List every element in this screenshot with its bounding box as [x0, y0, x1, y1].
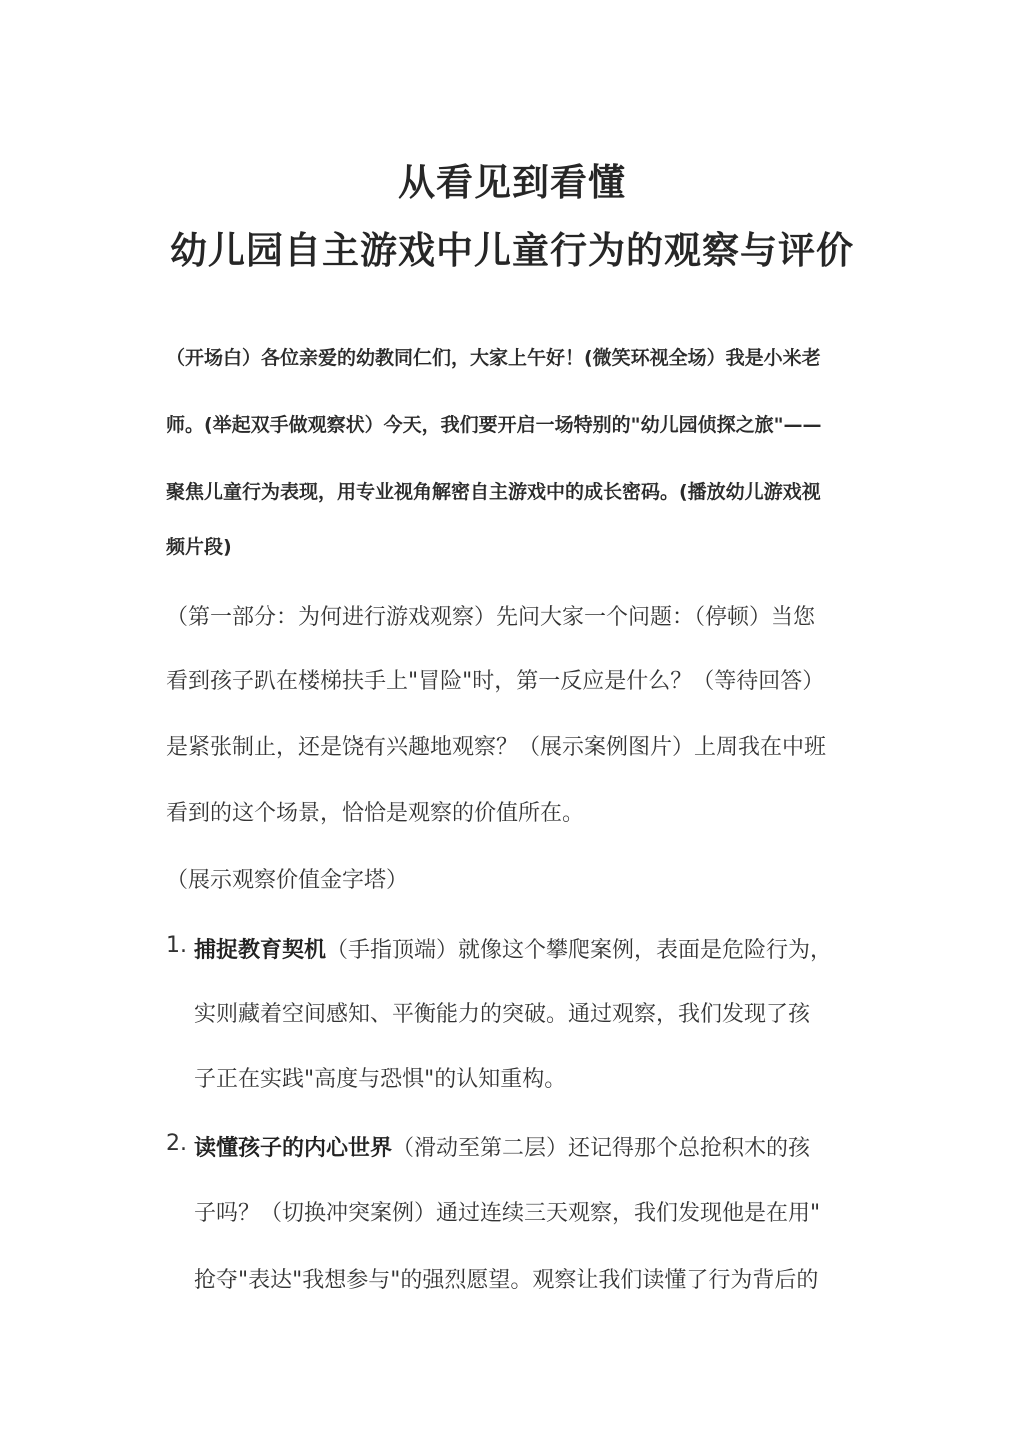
- list-item-line: 实则藏着空间感知、平衡能力的突破。通过观察，我们发现了孩: [194, 1002, 811, 1027]
- part1-line: （第一部分：为何进行游戏观察）先问大家一个问题：（停顿）当您: [166, 605, 816, 630]
- intro-line: 频片段): [166, 536, 232, 558]
- intro-line: 师。(举起双手做观察状）今天，我们要开启一场特别的"幼儿园侦探之旅"——: [166, 414, 822, 436]
- part1-line: 看到的这个场景，恰恰是观察的价值所在。: [166, 801, 585, 826]
- list-number: 1.: [166, 933, 187, 958]
- list-item-text: （滑动至第二层）还记得那个总抢积木的孩: [392, 1136, 811, 1161]
- list-item-first-line: [194, 933, 832, 964]
- title-line-1: 从看见到看懂: [398, 161, 626, 204]
- list-item-line: 子正在实践"高度与恐惧"的认知重构。: [194, 1067, 567, 1092]
- list-item-text: （手指顶端）就像这个攀爬案例，表面是危险行为，: [326, 938, 833, 963]
- list-item-heading: 捕捉教育契机: [194, 938, 327, 963]
- title-line-2: 幼儿园自主游戏中儿童行为的观察与评价: [170, 229, 854, 272]
- part1-line: 看到孩子趴在楼梯扶手上"冒险"时，第一反应是什么？（等待回答）: [166, 669, 825, 694]
- list-item-line: 子吗？（切换冲突案例）通过连续三天观察，我们发现他是在用": [194, 1201, 821, 1226]
- intro-line: 聚焦儿童行为表现，用专业视角解密自主游戏中的成长密码。(播放幼儿游戏视: [166, 481, 821, 503]
- list-number: 2.: [166, 1131, 187, 1156]
- list-item-first-line: [194, 1131, 810, 1162]
- pyramid-caption: （展示观察价值金字塔）: [166, 868, 409, 893]
- part1-line: 是紧张制止，还是饶有兴趣地观察？（展示案例图片）上周我在中班: [166, 735, 827, 760]
- intro-line: （开场白）各位亲爱的幼教同仁们，大家上午好！(微笑环视全场）我是小米老: [166, 347, 821, 369]
- list-item-line: 抢夺"表达"我想参与"的强烈愿望。观察让我们读懂了行为背后的: [194, 1268, 819, 1293]
- list-item-heading: 读懂孩子的内心世界: [194, 1136, 393, 1161]
